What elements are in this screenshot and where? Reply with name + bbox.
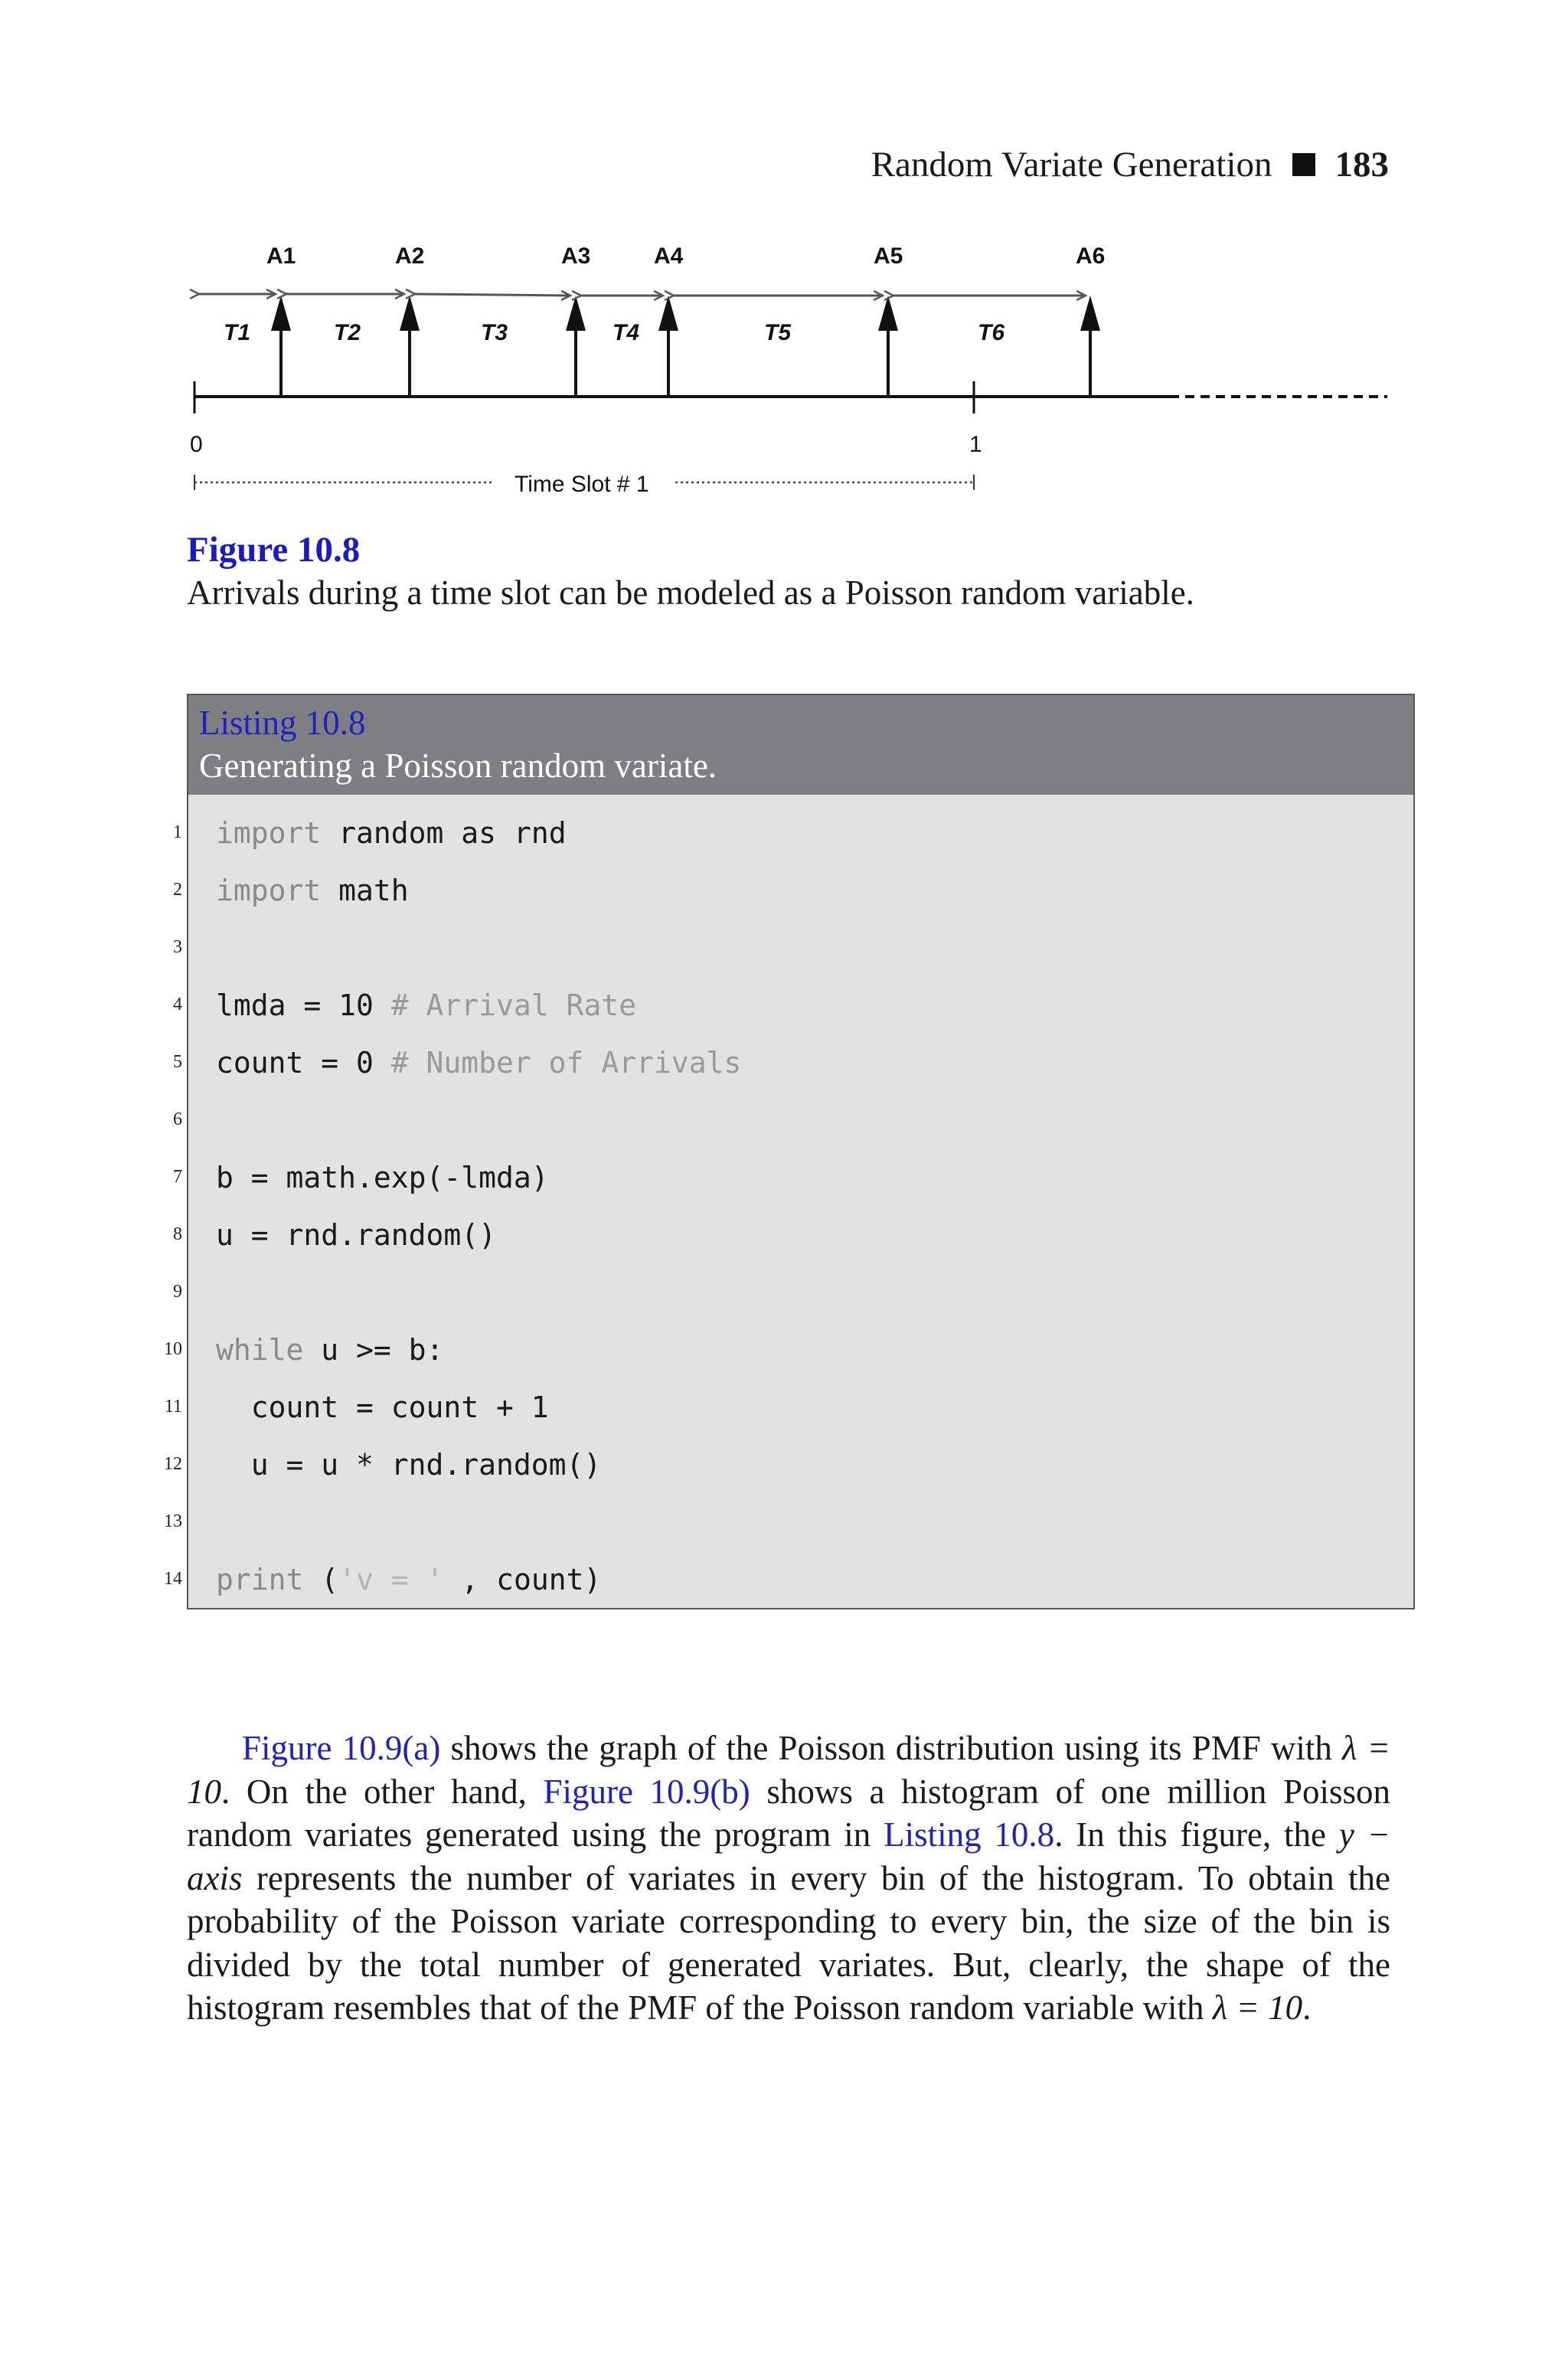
line-number: 10 xyxy=(164,1339,182,1359)
code-text xyxy=(216,1390,549,1424)
listing-description: Generating a Poisson random variate. xyxy=(199,747,717,785)
interval-label-t4: T4 xyxy=(612,320,640,345)
line-number: 7 xyxy=(173,1167,182,1187)
code-keyword: import xyxy=(216,873,322,907)
figure-reference-b-link[interactable]: Figure 10.9(b) xyxy=(543,1772,750,1811)
code-body: count = 0 xyxy=(216,1045,391,1080)
line-number: 11 xyxy=(164,1397,182,1416)
code-keyword: import xyxy=(216,815,322,850)
code-text xyxy=(216,1563,601,1596)
running-header xyxy=(871,144,1389,185)
line-number: 6 xyxy=(173,1109,182,1129)
arrival-arrow-a6 xyxy=(1080,296,1100,397)
line-number: 9 xyxy=(173,1282,182,1302)
code-body: u >= b: xyxy=(303,1332,444,1367)
line-number: 4 xyxy=(173,995,182,1015)
arrival-label-a6: A6 xyxy=(1076,243,1106,269)
arrival-arrow-a2 xyxy=(400,296,420,397)
line-number: 12 xyxy=(164,1454,182,1474)
paragraph-text: . xyxy=(1302,1988,1312,2027)
arrival-label-a3: A3 xyxy=(561,243,591,269)
code-body: ( xyxy=(303,1562,339,1596)
y-axis-expression: y − axis xyxy=(187,1815,1390,1897)
code-text xyxy=(216,1448,601,1482)
code-text xyxy=(216,1333,443,1367)
code-text xyxy=(216,874,409,907)
line-number: 14 xyxy=(164,1569,182,1589)
arrival-arrow-a3 xyxy=(566,296,586,397)
interval-arrow-t3 xyxy=(415,294,570,296)
axis-end-label: 1 xyxy=(969,432,982,457)
interval-arrows xyxy=(199,294,1086,296)
code-text xyxy=(216,1046,741,1080)
interval-label-t3: T3 xyxy=(481,320,508,345)
lambda-equation: λ = 10 xyxy=(187,1729,1391,1811)
figure-caption xyxy=(187,528,1194,614)
page-number: 183 xyxy=(1334,145,1389,185)
interval-label-t6: T6 xyxy=(978,320,1005,345)
paragraph-text: represents the number of variates in every bin of the histogram. To obtain the probability of the Poisson variate corresponding to every bin, the size of the bin is divided by the total number of generated variates. But, clearly, the shape of the histogram resembles that of the PMF of the Poisson random variable with xyxy=(187,1858,1390,2027)
arrival-arrows xyxy=(271,296,1100,397)
listing-reference-link[interactable]: Listing 10.8 xyxy=(884,1815,1055,1854)
arrival-arrow-a4 xyxy=(658,296,678,397)
code-text xyxy=(216,988,636,1022)
arrival-label-a2: A2 xyxy=(395,243,425,269)
arrival-label-a1: A1 xyxy=(266,243,296,269)
code-comment: # Arrival Rate xyxy=(390,988,637,1022)
code-body: lmda = 10 xyxy=(216,988,391,1022)
interval-label-t2: T2 xyxy=(334,320,361,345)
code-keyword: print xyxy=(216,1562,304,1596)
arrival-label-a5: A5 xyxy=(874,243,903,269)
code-keyword: while xyxy=(216,1332,304,1367)
axis-start-label: 0 xyxy=(190,432,203,457)
arrival-arrow-a5 xyxy=(878,296,898,397)
code-body: b = math.exp(-lmda) xyxy=(216,1160,549,1194)
figure-caption-text: Arrivals during a time slot can be modeled as a Poisson random variable. xyxy=(187,573,1194,612)
line-number: 5 xyxy=(173,1052,182,1072)
arrivals-timeline-figure xyxy=(176,230,1416,513)
listing-title: Listing 10.8 xyxy=(199,704,366,742)
running-title: Random Variate Generation xyxy=(871,145,1272,185)
listing-header xyxy=(188,695,1413,795)
code-text xyxy=(216,1161,549,1194)
line-number: 13 xyxy=(164,1511,182,1531)
line-number: 2 xyxy=(173,880,182,900)
code-string: 'v = ' xyxy=(338,1562,444,1596)
code-listing xyxy=(164,694,1415,1609)
code-text xyxy=(216,816,567,850)
interval-label-t1: T1 xyxy=(224,320,251,345)
slot-label: Time Slot # 1 xyxy=(514,472,649,497)
line-number: 3 xyxy=(173,937,182,957)
interval-label-t5: T5 xyxy=(764,320,792,345)
figure-caption-title: Figure 10.8 xyxy=(187,530,361,570)
code-body: u = rnd.random() xyxy=(216,1217,497,1252)
lambda-equation: λ = 10 xyxy=(1212,1988,1303,2027)
code-text xyxy=(216,1218,496,1252)
code-body: count = count + 1 xyxy=(216,1390,549,1424)
paragraph-text: . In this figure, the xyxy=(1054,1815,1339,1854)
code-body: u = u * rnd.random() xyxy=(216,1447,602,1482)
arrival-label-a4: A4 xyxy=(654,243,684,269)
body-paragraph xyxy=(187,1727,1390,2030)
figure-reference-a-link[interactable]: Figure 10.9(a) xyxy=(242,1729,441,1767)
paragraph-text: . On the other hand, xyxy=(221,1772,544,1811)
code-body-tail: , count) xyxy=(443,1562,602,1596)
code-body: math xyxy=(321,873,409,907)
paragraph-text: shows the graph of the Poisson distribution using its PMF with xyxy=(440,1729,1343,1767)
line-number: 1 xyxy=(173,822,182,842)
code-body: random as rnd xyxy=(321,815,567,850)
arrival-arrow-a1 xyxy=(271,296,291,397)
header-square-icon xyxy=(1292,153,1315,176)
line-number: 8 xyxy=(173,1224,182,1244)
code-comment: # Number of Arrivals xyxy=(390,1045,742,1080)
paragraph-text: shows a histogram of one million Poisson random variates generated using the program in xyxy=(187,1772,1390,1854)
